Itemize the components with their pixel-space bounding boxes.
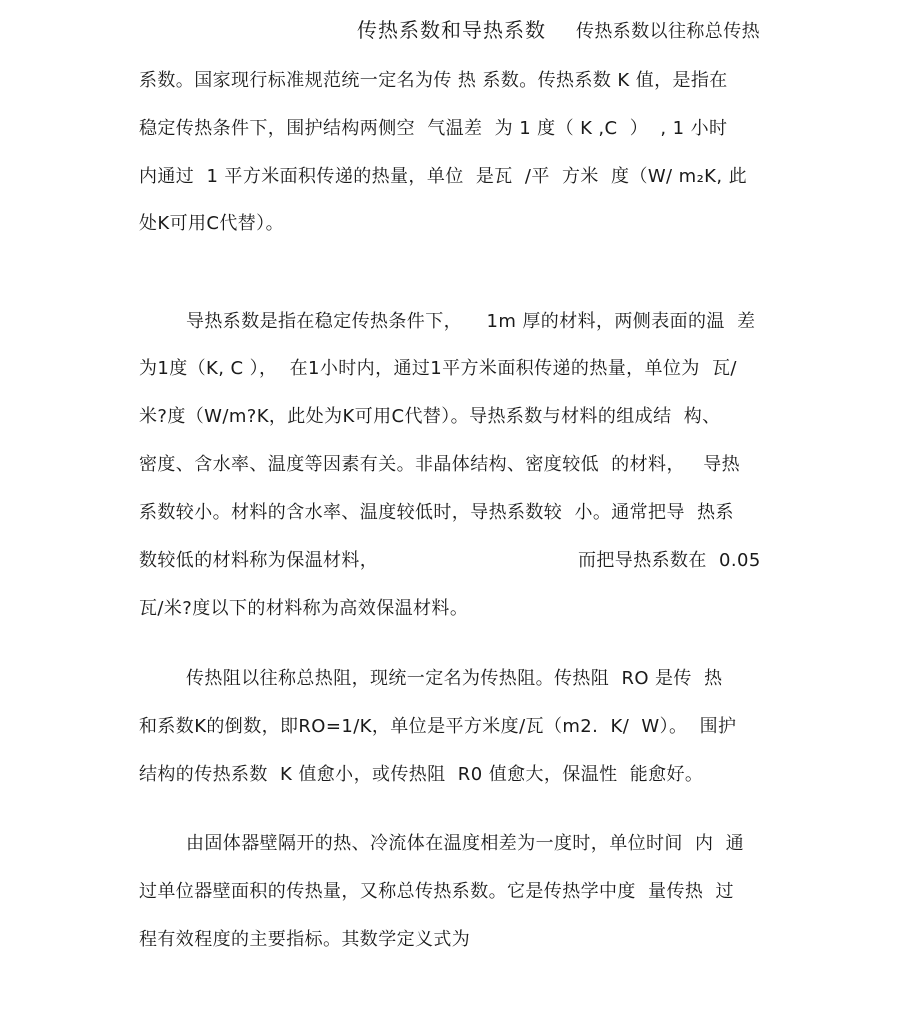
paragraph-3-line-1: 传热阻以往称总热阻，现统一定名为传热阻。传热阻 RO 是传 热 xyxy=(186,668,723,689)
paragraph-4-line-1: 由固体器壁隔开的热、冷流体在温度相差为一度时，单位时间 内 通 xyxy=(186,833,745,854)
paragraph-2-line-1: 导热系数是指在稳定传热条件下， 1m 厚的材料，两侧表面的温 差 xyxy=(186,311,756,332)
paragraph-2-line-6-continuation: 而把导热系数在 0.05 xyxy=(578,550,761,571)
paragraph-4-line-2: 过单位器壁面积的传热量，又称总传热系数。它是传热学中度 量传热 过 xyxy=(139,881,734,902)
paragraph-1-line-3: 稳定传热条件下，围护结构两侧空 气温差 为 1 度（ K ,C ） , 1 小时 xyxy=(139,118,728,139)
paragraph-3-line-2: 和系数K的倒数，即RO=1/K，单位是平方米度/瓦（m2. K/ W）。 围护 xyxy=(139,716,737,737)
paragraph-2-line-2: 为1度（K, C ）， 在1小时内，通过1平方米面积传递的热量，单位为 瓦/ xyxy=(139,358,737,379)
paragraph-2-line-3: 米?度（W/m?K，此处为K可用C代替）。导热系数与材料的组成结 构、 xyxy=(139,406,721,427)
paragraph-2-line-4: 密度、含水率、温度等因素有关。非晶体结构、密度较低 的材料， 导热 xyxy=(139,454,741,475)
paragraph-1-line-1: 传热系数以往称总传热 xyxy=(576,21,760,42)
document-title: 传热系数和导热系数 xyxy=(357,18,546,42)
paragraph-2-line-5: 系数较小。材料的含水率、温度较低时，导热系数较 小。通常把导 热系 xyxy=(139,502,734,523)
paragraph-3-line-3: 结构的传热系数 K 值愈小，或传热阻 R0 值愈大，保温性 能愈好。 xyxy=(139,764,704,785)
paragraph-4-line-3: 程有效程度的主要指标。其数学定义式为 xyxy=(139,929,471,950)
paragraph-2-line-7: 瓦/米?度以下的材料称为高效保温材料。 xyxy=(139,598,469,619)
paragraph-1-line-2: 系数。国家现行标准规范统一定名为传 热 系数。传热系数 K 值，是指在 xyxy=(139,70,728,91)
paragraph-2-line-6: 数较低的材料称为保温材料， xyxy=(139,550,379,571)
paragraph-1-line-4: 内通过 1 平方米面积传递的热量，单位 是瓦 /平 方米 度（W/ m₂K, 此 xyxy=(139,166,748,187)
paragraph-1-line-5: 处K可用C代替）。 xyxy=(139,213,284,234)
